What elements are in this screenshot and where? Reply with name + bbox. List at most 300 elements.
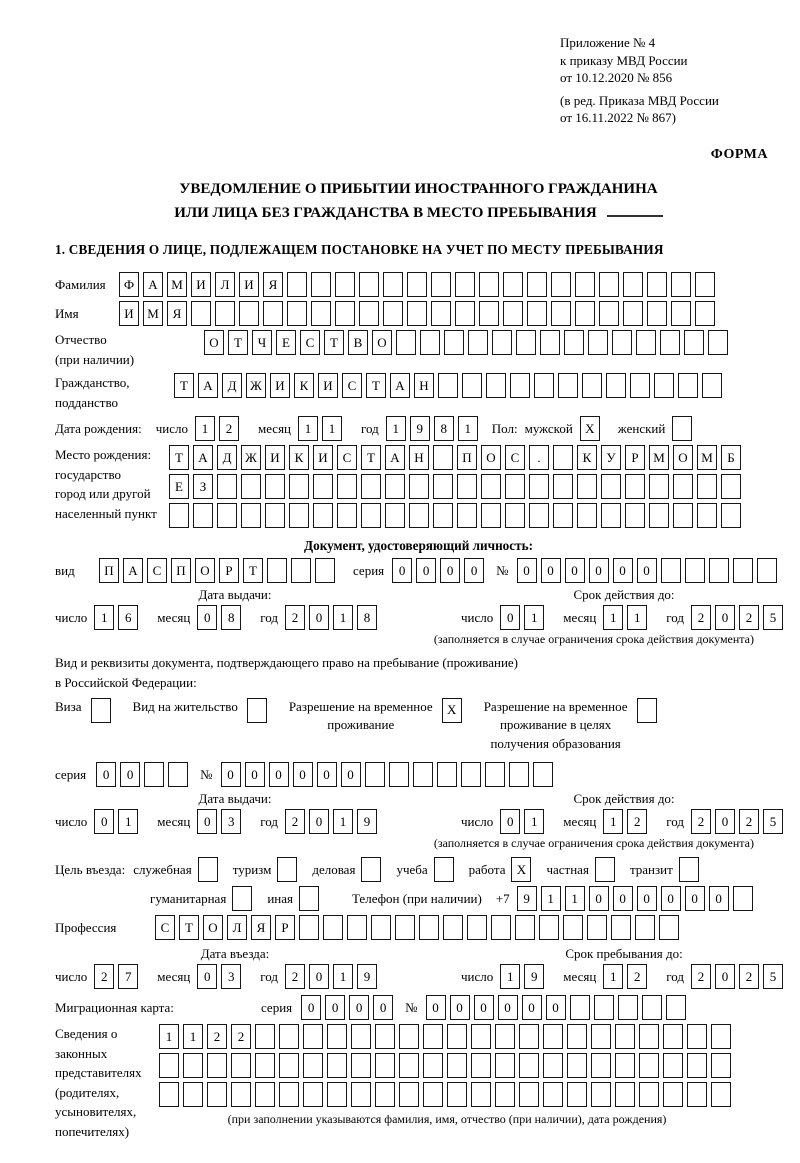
char-cell: А	[390, 373, 410, 398]
doc-seriya-label: серия	[353, 563, 385, 579]
char-cell: 0	[715, 809, 735, 834]
cell-row	[169, 445, 745, 470]
phone-prefix: +7	[495, 891, 510, 907]
char-cell	[612, 330, 632, 355]
char-cell	[468, 330, 488, 355]
option-label: транзит	[629, 862, 673, 878]
label-line: Приложение № 4	[560, 35, 656, 50]
char-cell: 1	[118, 809, 138, 834]
char-cell	[383, 301, 403, 326]
char-cell	[639, 1024, 659, 1049]
char-cell: 2	[285, 605, 305, 630]
char-cell: Ж	[241, 445, 261, 470]
char-cell	[217, 503, 237, 528]
char-cell: 0	[637, 558, 657, 583]
char-cell: 2	[739, 605, 759, 630]
char-cell: 1	[541, 886, 561, 911]
residence-doc-intro-line-1: Вид и реквизиты документа, подтверждающего право на пребывание (проживание)	[55, 655, 519, 671]
residence-valid-until-col	[461, 791, 787, 834]
char-cell: Р	[275, 915, 295, 940]
char-cell	[289, 503, 309, 528]
residence-option-label	[133, 698, 238, 717]
char-cell	[255, 1082, 275, 1107]
char-cell	[733, 558, 753, 583]
label-line: город или другой	[55, 486, 151, 502]
char-cell	[255, 1053, 275, 1078]
checkbox-option	[233, 857, 302, 882]
char-cell: 7	[118, 964, 138, 989]
char-cell	[663, 1053, 683, 1078]
day-cells	[94, 605, 142, 630]
option-checkbox	[232, 886, 256, 911]
label-line: представителях	[55, 1065, 142, 1081]
char-cell	[263, 301, 283, 326]
char-cell	[647, 272, 667, 297]
residence-doc-options	[55, 698, 782, 755]
char-cell: 0	[373, 995, 393, 1020]
char-cell	[457, 503, 477, 528]
char-cell: 2	[691, 964, 711, 989]
residence-option	[55, 698, 115, 723]
char-cell: 0	[94, 809, 114, 834]
char-cell: 1	[458, 416, 478, 441]
char-cell	[660, 330, 680, 355]
char-cell	[255, 1024, 275, 1049]
char-cell	[599, 301, 619, 326]
migration-card-row	[55, 995, 782, 1020]
char-cell: 0	[301, 995, 321, 1020]
char-cell	[551, 272, 571, 297]
char-cell: 0	[613, 558, 633, 583]
char-cell	[347, 915, 367, 940]
char-cell: 0	[440, 558, 460, 583]
char-cell: 5	[763, 605, 783, 630]
option-label: учеба	[396, 862, 428, 878]
char-cell	[564, 330, 584, 355]
char-cell: 0	[589, 886, 609, 911]
char-cell: 1	[333, 809, 353, 834]
char-cell: 0	[197, 809, 217, 834]
char-cell	[375, 1024, 395, 1049]
char-cell	[413, 762, 433, 787]
char-cell	[567, 1024, 587, 1049]
cell-row	[159, 1053, 735, 1078]
char-cell: 1	[565, 886, 585, 911]
char-cell: А	[193, 445, 213, 470]
char-cell: X	[511, 857, 531, 882]
char-cell	[399, 1024, 419, 1049]
char-cell: 2	[231, 1024, 251, 1049]
char-cell	[697, 474, 717, 499]
char-cell: 1	[322, 416, 342, 441]
month-label: месяц	[157, 969, 191, 985]
residence-number-label: №	[200, 767, 213, 783]
option-checkbox	[434, 857, 458, 882]
char-cell: А	[198, 373, 218, 398]
char-cell: 5	[763, 809, 783, 834]
char-cell: 9	[357, 809, 377, 834]
phone-label: Телефон (при наличии)	[351, 891, 482, 907]
month-label: месяц	[157, 814, 191, 830]
char-cell: Ч	[252, 330, 272, 355]
representatives-caption: (при заполнении указываются фамилия, имя, отчество (при наличии), дата рождения)	[227, 1112, 667, 1127]
char-cell: С	[147, 558, 167, 583]
char-cell	[485, 762, 505, 787]
char-cell	[361, 503, 381, 528]
char-cell: X	[580, 416, 600, 441]
checkbox-option	[630, 857, 703, 882]
stay-until-heading: Срок пребывания до:	[565, 946, 683, 962]
char-cell	[591, 1082, 611, 1107]
char-cell	[687, 1053, 707, 1078]
residence-seriya-label: серия	[55, 767, 87, 783]
char-cell	[481, 474, 501, 499]
issue-date-heading: Дата выдачи:	[198, 587, 272, 603]
char-cell	[591, 1024, 611, 1049]
char-cell: Р	[625, 445, 645, 470]
char-cell: П	[99, 558, 119, 583]
month-cells	[603, 964, 651, 989]
char-cell	[654, 373, 674, 398]
migration-seriya-label: серия	[261, 1000, 293, 1016]
option-checkbox	[679, 857, 703, 882]
label-line: проживание в целях	[499, 717, 612, 733]
char-cell	[639, 1053, 659, 1078]
visit-purpose-label: Цель въезда:	[55, 862, 126, 878]
char-cell	[279, 1053, 299, 1078]
char-cell	[534, 373, 554, 398]
representatives-cell-rows	[159, 1024, 735, 1107]
day-label: число	[55, 610, 88, 626]
form-title	[55, 177, 782, 227]
visit-purpose-row-2	[55, 886, 782, 911]
char-cell	[519, 1024, 539, 1049]
month-label: месяц	[563, 814, 597, 830]
char-cell: 0	[709, 886, 729, 911]
char-cell: 0	[426, 995, 446, 1020]
option-label: частная	[546, 862, 589, 878]
char-cell	[577, 503, 597, 528]
char-cell	[527, 301, 547, 326]
char-cell	[215, 301, 235, 326]
char-cell: 0	[613, 886, 633, 911]
char-cell	[702, 373, 722, 398]
char-cell	[685, 558, 705, 583]
year-label: год	[260, 610, 279, 626]
month-cells	[603, 605, 651, 630]
char-cell: М	[167, 272, 187, 297]
char-cell	[647, 301, 667, 326]
char-cell	[711, 1082, 731, 1107]
birth-date-group	[156, 416, 482, 441]
char-cell	[471, 1024, 491, 1049]
entry-date-col	[55, 946, 415, 989]
char-cell	[679, 857, 699, 882]
char-cell: 1	[159, 1024, 179, 1049]
char-cell	[327, 1053, 347, 1078]
day-cells	[94, 964, 142, 989]
char-cell	[471, 1082, 491, 1107]
char-cell	[721, 503, 741, 528]
char-cell: 2	[285, 809, 305, 834]
title-line-2: ИЛИ ЛИЦА БЕЗ ГРАЖДАНСТВА В МЕСТО ПРЕБЫВАНИЯ	[174, 205, 597, 222]
char-cell	[335, 272, 355, 297]
char-cell	[687, 1024, 707, 1049]
year-cells	[691, 809, 787, 834]
char-cell	[663, 1024, 683, 1049]
residence-option-checkbox	[91, 698, 115, 723]
year-cells	[386, 416, 482, 441]
year-label: год	[260, 814, 279, 830]
forma-label: ФОРМА	[710, 146, 768, 162]
doc-seriya-cells	[392, 558, 488, 583]
char-cell	[575, 301, 595, 326]
checkbox-option	[396, 857, 457, 882]
char-cell	[361, 474, 381, 499]
char-cell: 1	[603, 605, 623, 630]
char-cell: 2	[207, 1024, 227, 1049]
year-label: год	[260, 969, 279, 985]
char-cell: М	[143, 301, 163, 326]
char-cell: С	[155, 915, 175, 940]
char-cell: 1	[500, 964, 520, 989]
char-cell: В	[348, 330, 368, 355]
char-cell	[615, 1024, 635, 1049]
char-cell: 0	[341, 762, 361, 787]
char-cell	[144, 762, 164, 787]
char-cell: Т	[179, 915, 199, 940]
char-cell	[601, 503, 621, 528]
section-1-heading: 1. СВЕДЕНИЯ О ЛИЦЕ, ПОДЛЕЖАЩЕМ ПОСТАНОВКЕ НА УЧЕТ ПО МЕСТУ ПРЕБЫВАНИЯ	[55, 242, 664, 258]
char-cell: Ж	[246, 373, 266, 398]
char-cell: 1	[627, 605, 647, 630]
char-cell: З	[193, 474, 213, 499]
char-cell: К	[289, 445, 309, 470]
char-cell	[471, 1053, 491, 1078]
residence-doc-intro	[55, 653, 782, 693]
char-cell	[359, 301, 379, 326]
representatives-label	[55, 1024, 159, 1141]
char-cell	[447, 1082, 467, 1107]
char-cell	[423, 1082, 443, 1107]
char-cell	[337, 503, 357, 528]
char-cell	[495, 1024, 515, 1049]
char-cell	[91, 698, 111, 723]
given-name-label: Имя	[55, 306, 79, 322]
char-cell	[433, 474, 453, 499]
char-cell	[359, 272, 379, 297]
char-cell: 0	[500, 809, 520, 834]
char-cell	[733, 886, 753, 911]
reference-note-lines	[560, 92, 782, 127]
char-cell: Т	[366, 373, 386, 398]
char-cell	[265, 503, 285, 528]
year-label: год	[666, 969, 685, 985]
char-cell: 2	[627, 809, 647, 834]
char-cell	[711, 1053, 731, 1078]
char-cell	[168, 762, 188, 787]
char-cell	[661, 558, 681, 583]
char-cell	[313, 474, 333, 499]
char-cell: 0	[349, 995, 369, 1020]
char-cell: И	[191, 272, 211, 297]
char-cell: 0	[589, 558, 609, 583]
char-cell	[455, 272, 475, 297]
year-cells	[691, 605, 787, 630]
char-cell: 2	[285, 964, 305, 989]
char-cell	[495, 1082, 515, 1107]
stay-until-col	[461, 946, 787, 989]
char-cell	[287, 301, 307, 326]
char-cell: 8	[357, 605, 377, 630]
sex-male-label: мужской	[524, 421, 573, 437]
residence-option-label	[55, 698, 82, 717]
representatives-block	[159, 1024, 735, 1127]
option-checkbox	[595, 857, 619, 882]
citizenship-row	[55, 373, 782, 412]
char-cell	[516, 330, 536, 355]
year-label: год	[666, 814, 685, 830]
char-cell: 5	[763, 964, 783, 989]
label-line: Место рождения:	[55, 447, 152, 463]
char-cell	[241, 503, 261, 528]
char-cell	[371, 915, 391, 940]
char-cell	[443, 915, 463, 940]
char-cell	[457, 474, 477, 499]
char-cell	[193, 503, 213, 528]
char-cell: Р	[219, 558, 239, 583]
char-cell: 1	[603, 809, 623, 834]
char-cell	[711, 1024, 731, 1049]
char-cell	[582, 373, 602, 398]
char-cell	[467, 915, 487, 940]
char-cell: Н	[409, 445, 429, 470]
char-cell	[447, 1024, 467, 1049]
label-line: подданство	[55, 394, 119, 410]
char-cell: Я	[167, 301, 187, 326]
char-cell	[553, 445, 573, 470]
char-cell: 2	[94, 964, 114, 989]
label-line: Разрешение на временное	[483, 698, 628, 714]
label-line: Сведения о	[55, 1026, 118, 1042]
char-cell: 0	[517, 558, 537, 583]
char-cell	[313, 503, 333, 528]
residence-seriya-cells	[96, 762, 192, 787]
char-cell	[575, 272, 595, 297]
char-cell: 0	[309, 809, 329, 834]
char-cell: 0	[546, 995, 566, 1020]
char-cell	[509, 762, 529, 787]
checkbox-option	[546, 857, 618, 882]
char-cell: Б	[721, 445, 741, 470]
issue-date-group	[55, 605, 381, 630]
char-cell	[462, 373, 482, 398]
patronymic-label	[55, 330, 204, 369]
month-cells	[197, 605, 245, 630]
char-cell	[303, 1082, 323, 1107]
char-cell: 3	[221, 809, 241, 834]
char-cell: 0	[715, 605, 735, 630]
char-cell	[505, 474, 525, 499]
doc-kind-cells	[99, 558, 339, 583]
char-cell: 0	[309, 605, 329, 630]
month-cells	[603, 809, 651, 834]
char-cell: 0	[500, 605, 520, 630]
char-cell	[267, 558, 287, 583]
option-label: служебная	[133, 862, 192, 878]
char-cell: К	[294, 373, 314, 398]
char-cell: О	[203, 915, 223, 940]
option-label: работа	[468, 862, 506, 878]
char-cell	[365, 762, 385, 787]
char-cell	[207, 1082, 227, 1107]
char-cell: 0	[96, 762, 116, 787]
char-cell: 2	[691, 605, 711, 630]
migration-number-cells	[426, 995, 690, 1020]
char-cell: 9	[517, 886, 537, 911]
char-cell	[533, 762, 553, 787]
option-label: гуманитарная	[150, 891, 227, 907]
char-cell	[695, 301, 715, 326]
char-cell: 0	[120, 762, 140, 787]
char-cell	[527, 272, 547, 297]
char-cell	[361, 857, 381, 882]
stay-until-group	[461, 964, 787, 989]
char-cell	[385, 474, 405, 499]
char-cell	[671, 301, 691, 326]
char-cell	[183, 1053, 203, 1078]
char-cell	[423, 1024, 443, 1049]
month-label: месяц	[157, 610, 191, 626]
residence-option-label	[289, 698, 433, 736]
month-cells	[197, 809, 245, 834]
day-cells	[500, 809, 548, 834]
year-cells	[285, 809, 381, 834]
char-cell	[721, 474, 741, 499]
year-cells	[691, 964, 787, 989]
given-name-row	[55, 301, 782, 326]
patronymic-row	[55, 330, 782, 369]
char-cell: О	[204, 330, 224, 355]
day-label: число	[155, 421, 188, 437]
doc-number-label: №	[496, 563, 509, 579]
char-cell: И	[265, 445, 285, 470]
char-cell: Я	[263, 272, 283, 297]
char-cell	[637, 698, 657, 723]
label-line: Гражданство,	[55, 375, 130, 391]
document-reference	[560, 34, 782, 127]
char-cell: 0	[197, 605, 217, 630]
char-cell: И	[119, 301, 139, 326]
char-cell: 0	[245, 762, 265, 787]
char-cell	[431, 272, 451, 297]
residence-option	[133, 698, 271, 723]
char-cell	[529, 503, 549, 528]
char-cell	[623, 301, 643, 326]
option-checkbox	[299, 886, 323, 911]
char-cell	[553, 503, 573, 528]
char-cell: 0	[325, 995, 345, 1020]
label-line: населенный пункт	[55, 505, 157, 521]
char-cell	[461, 762, 481, 787]
char-cell	[438, 373, 458, 398]
sex-male-checkbox	[580, 416, 604, 441]
char-cell	[351, 1082, 371, 1107]
issue-date-col	[55, 587, 415, 630]
char-cell	[543, 1082, 563, 1107]
residence-issue-date-group	[55, 809, 381, 834]
char-cell	[642, 995, 662, 1020]
